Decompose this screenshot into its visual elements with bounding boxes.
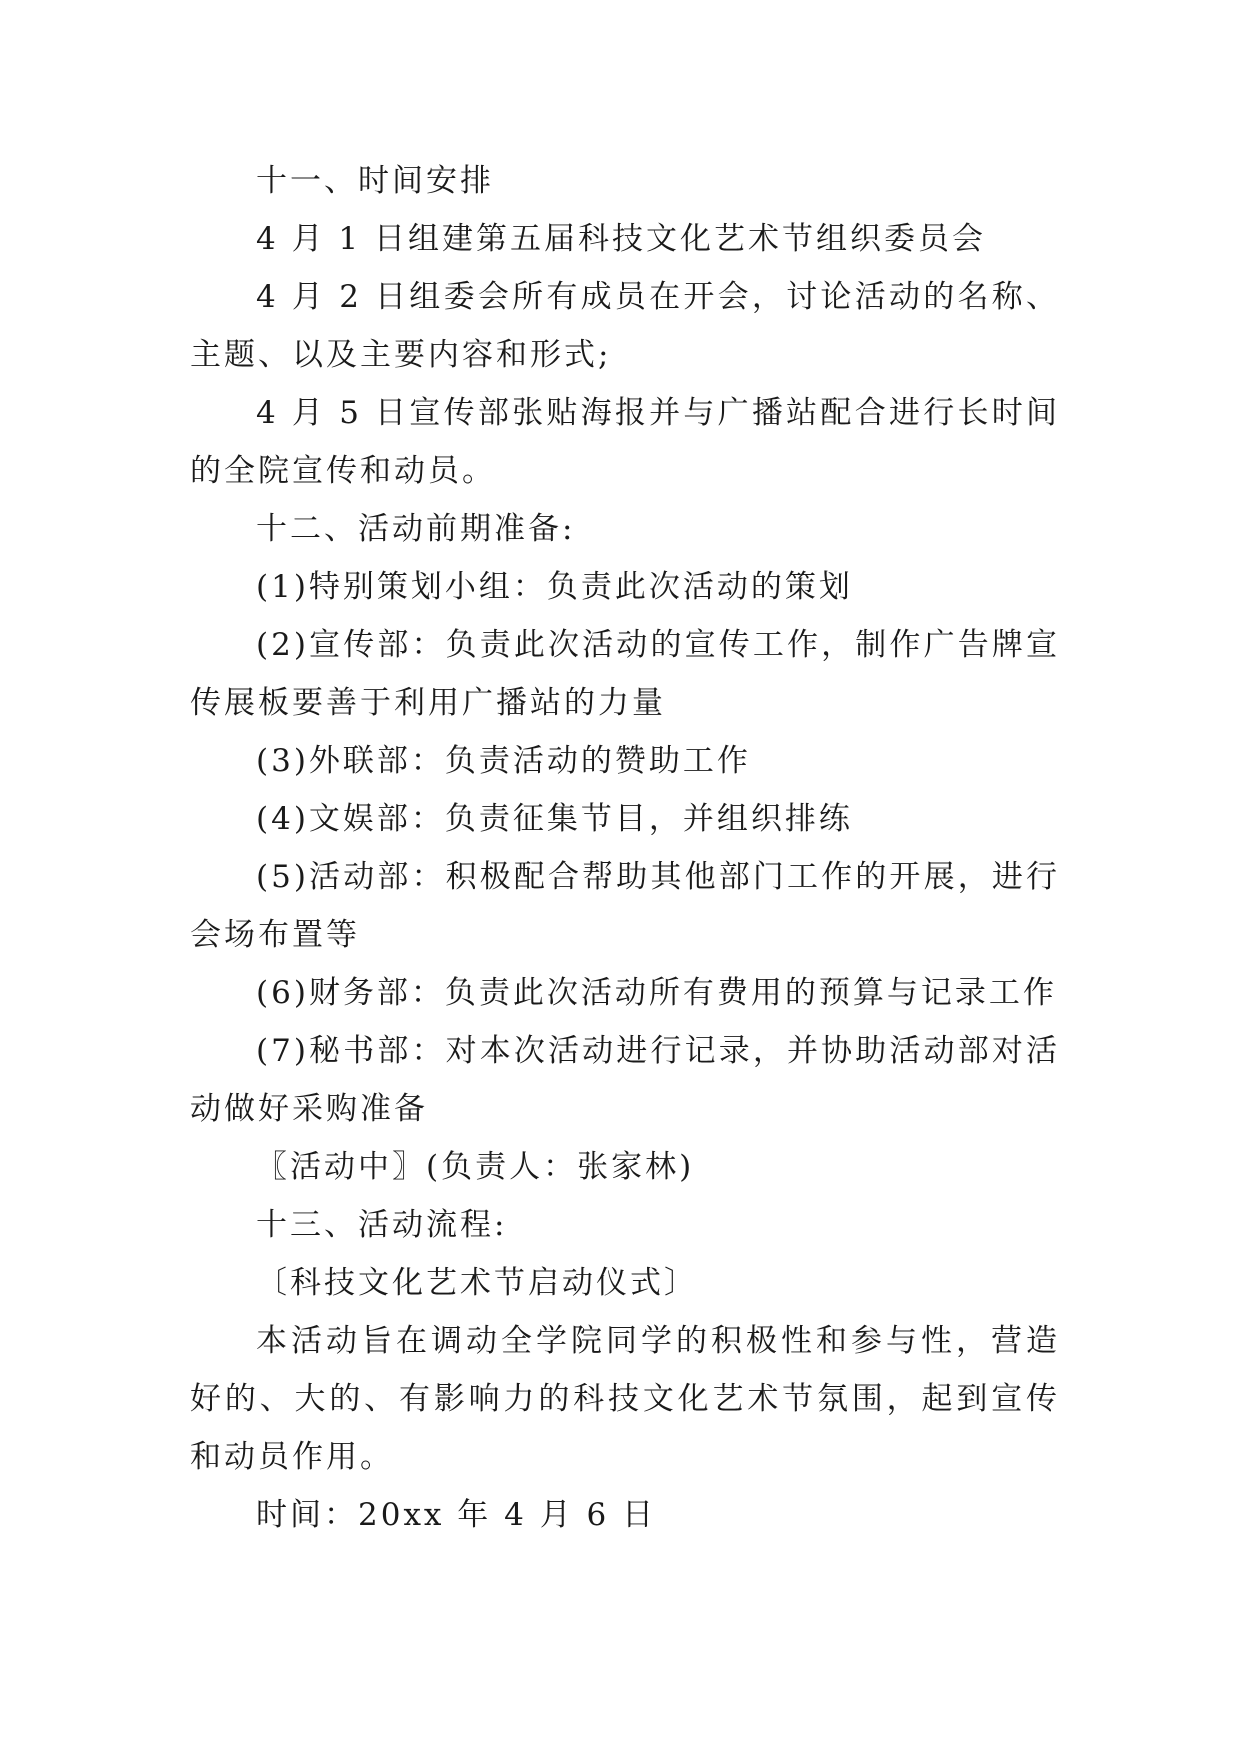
preparation-item: (7)秘书部：对本次活动进行记录，并协助活动部对活动做好采购准备 xyxy=(190,1033,1060,1127)
body-paragraph: 本活动旨在调动全学院同学的积极性和参与性，营造好的、大的、有影响力的科技文化艺术节氛围，起到宣传和动员作用。 xyxy=(190,1323,1060,1475)
section-heading-preparation: 十二、活动前期准备: xyxy=(256,511,576,547)
event-time: 时间：20xx 年 4 月 6 日 xyxy=(256,1497,657,1533)
subsection-heading-launch: 〔科技文化艺术节启动仪式〕 xyxy=(256,1265,698,1301)
preparation-item: (2)宣传部：负责此次活动的宣传工作，制作广告牌宣传展板要善于利用广播站的力量 xyxy=(190,627,1060,721)
preparation-item: (4)文娱部：负责征集节目，并组织排练 xyxy=(256,801,853,837)
document-body xyxy=(190,152,1060,1544)
preparation-item: (6)财务部：负责此次活动所有费用的预算与记录工作 xyxy=(256,975,1057,1011)
schedule-item: 4 月 5 日宣传部张贴海报并与广播站配合进行长时间的全院宣传和动员。 xyxy=(190,395,1060,489)
during-event-heading: 〖活动中〗(负责人：张家林) xyxy=(256,1149,695,1185)
section-heading-schedule: 十一、时间安排 xyxy=(256,163,494,199)
schedule-item: 4 月 2 日组委会所有成员在开会，讨论活动的名称、主题、以及主要内容和形式; xyxy=(190,279,1060,373)
preparation-item: (3)外联部：负责活动的赞助工作 xyxy=(256,743,751,779)
section-heading-process: 十三、活动流程: xyxy=(256,1207,508,1243)
preparation-item: (5)活动部：积极配合帮助其他部门工作的开展，进行会场布置等 xyxy=(190,859,1060,953)
schedule-item: 4 月 1 日组建第五届科技文化艺术节组织委员会 xyxy=(256,221,987,257)
preparation-item: (1)特别策划小组：负责此次活动的策划 xyxy=(256,569,853,605)
